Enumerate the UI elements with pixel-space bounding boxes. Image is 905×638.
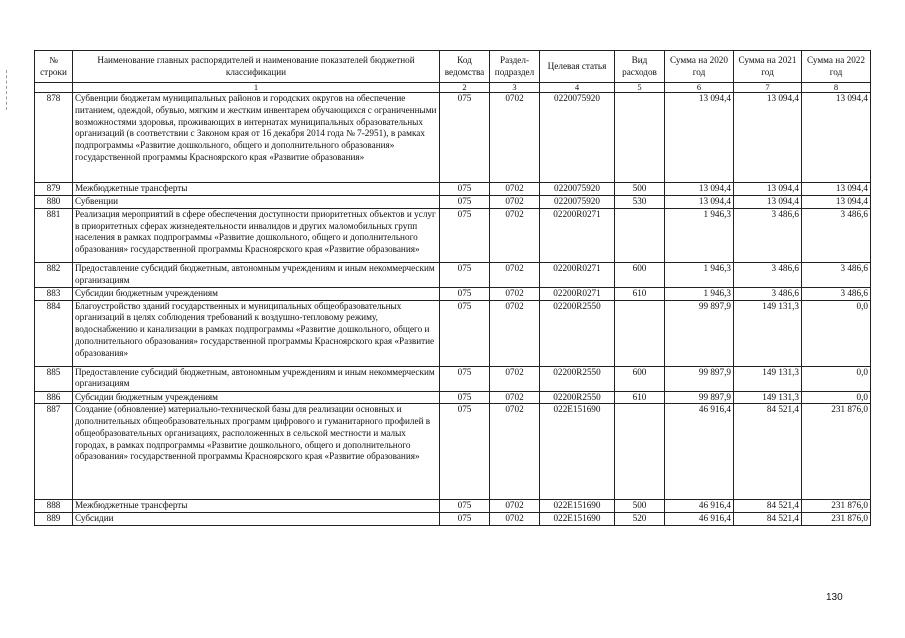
header-2020: Сумма на 2020 год <box>665 51 734 83</box>
row-sum-2020: 13 094,4 <box>665 183 734 196</box>
row-sum-2021: 3 486,6 <box>734 262 802 287</box>
row-number: 882 <box>35 262 73 287</box>
row-expense-type <box>615 404 665 500</box>
table-row <box>35 93 871 183</box>
row-sum-2021: 13 094,4 <box>734 93 802 183</box>
row-expense-type <box>615 300 665 366</box>
row-code: 075 <box>440 500 490 513</box>
row-sum-2020: 46 916,4 <box>665 404 734 500</box>
row-sum-2022: 231 876,0 <box>802 513 871 526</box>
row-sum-2022: 3 486,6 <box>802 287 871 300</box>
row-name: Межбюджетные трансферты <box>73 183 440 196</box>
row-code: 075 <box>440 196 490 209</box>
row-name: Благоустройство зданий государственных и муниципальных общеобразовательных организаций в целях соблюдения требований к воздушно-тепловому режиму, водоснабжению и канализации в рамках подпрограммы «Развитие дошкольного, общего и дополнительного образования» государственной программы Красноярского края «Развитие образования» <box>73 300 440 366</box>
row-sum-2022: 231 876,0 <box>802 404 871 500</box>
row-code: 075 <box>440 287 490 300</box>
row-code: 075 <box>440 404 490 500</box>
scan-margin-marks <box>6 70 9 110</box>
row-sum-2021: 84 521,4 <box>734 404 802 500</box>
header-type: Вид расходов <box>615 51 665 83</box>
row-section: 0702 <box>490 366 540 391</box>
header-article: Целевая статья <box>540 51 615 83</box>
index-cell <box>35 83 73 93</box>
row-expense-type: 600 <box>615 366 665 391</box>
row-sum-2022: 3 486,6 <box>802 262 871 287</box>
row-sum-2020: 1 946,3 <box>665 262 734 287</box>
table-row <box>35 404 871 500</box>
row-name: Субсидии бюджетным учреждениям <box>73 287 440 300</box>
row-number: 880 <box>35 196 73 209</box>
row-section: 0702 <box>490 300 540 366</box>
row-code: 075 <box>440 391 490 404</box>
row-sum-2021: 13 094,4 <box>734 183 802 196</box>
row-sum-2020: 13 094,4 <box>665 196 734 209</box>
row-sum-2020: 99 897,9 <box>665 391 734 404</box>
index-cell: 2 <box>440 83 490 93</box>
row-expense-type: 500 <box>615 500 665 513</box>
row-section: 0702 <box>490 93 540 183</box>
row-sum-2022: 231 876,0 <box>802 500 871 513</box>
row-article: 022E151690 <box>540 404 615 500</box>
row-name: Предоставление субсидий бюджетным, автономным учреждениям и иным некоммерческим организациям <box>73 262 440 287</box>
index-cell: 8 <box>802 83 871 93</box>
row-sum-2020: 99 897,9 <box>665 366 734 391</box>
index-cell: 4 <box>540 83 615 93</box>
index-cell: 7 <box>734 83 802 93</box>
table-row <box>35 500 871 513</box>
table-row <box>35 391 871 404</box>
row-number: 879 <box>35 183 73 196</box>
row-sum-2022: 0,0 <box>802 391 871 404</box>
row-expense-type: 530 <box>615 196 665 209</box>
row-section: 0702 <box>490 183 540 196</box>
row-expense-type: 610 <box>615 287 665 300</box>
row-number: 885 <box>35 366 73 391</box>
row-sum-2021: 13 094,4 <box>734 196 802 209</box>
page-number: 130 <box>826 592 843 603</box>
row-sum-2022: 13 094,4 <box>802 93 871 183</box>
header-2021: Сумма на 2021 год <box>734 51 802 83</box>
row-sum-2021: 149 131,3 <box>734 366 802 391</box>
row-article: 022E151690 <box>540 500 615 513</box>
row-article: 02200R0271 <box>540 287 615 300</box>
budget-table <box>34 50 871 526</box>
row-article: 02200R2550 <box>540 391 615 404</box>
row-section: 0702 <box>490 196 540 209</box>
row-name: Создание (обновление) материально-технической базы для реализации основных и дополнительных общеобразовательных программ цифрового и гуманитарного профилей в общеобразовательных организациях, расположенных в сельской местности и малых городах, в рамках подпрограммы «Развитие дошкольного, общего и дополнительного образования» государственной программы Красноярского края «Развитие образования» <box>73 404 440 500</box>
row-sum-2020: 46 916,4 <box>665 500 734 513</box>
row-article: 022E151690 <box>540 513 615 526</box>
row-sum-2021: 149 131,3 <box>734 300 802 366</box>
row-code: 075 <box>440 300 490 366</box>
row-expense-type: 610 <box>615 391 665 404</box>
index-cell: 1 <box>73 83 440 93</box>
row-number: 886 <box>35 391 73 404</box>
row-sum-2020: 1 946,3 <box>665 208 734 262</box>
row-sum-2022: 0,0 <box>802 300 871 366</box>
row-article: 02200R2550 <box>540 300 615 366</box>
table-row <box>35 208 871 262</box>
row-code: 075 <box>440 262 490 287</box>
row-sum-2021: 84 521,4 <box>734 513 802 526</box>
table-row <box>35 262 871 287</box>
row-code: 075 <box>440 93 490 183</box>
row-name: Реализация мероприятий в сфере обеспечения доступности приоритетных объектов и услуг в приоритетных сферах жизнедеятельности инвалидов и других маломобильных групп населения в рамках подпрограммы «Развитие дошкольного, общего и дополнительного образования» государственной программы Красноярского края «Развитие образования» <box>73 208 440 262</box>
row-expense-type <box>615 93 665 183</box>
table-row <box>35 300 871 366</box>
row-sum-2022: 13 094,4 <box>802 183 871 196</box>
row-name: Субвенции бюджетам муниципальных районов и городских округов на обеспечение питанием, одеждой, обувью, мягким и жестким инвентарем обучающихся с ограниченными возможностями здоровья, проживающих в интернатах муниципальных образовательных организаций (в соответствии с Законом края от 16 декабря 2014 года № 7-2951), в рамках подпрограммы «Развитие дошкольного, общего и дополнительного образования» государственной программы Красноярского края «Развитие образования» <box>73 93 440 183</box>
row-number: 889 <box>35 513 73 526</box>
table-body <box>35 93 871 526</box>
row-expense-type: 520 <box>615 513 665 526</box>
row-number: 883 <box>35 287 73 300</box>
row-article: 0220075920 <box>540 183 615 196</box>
row-article: 02200R2550 <box>540 366 615 391</box>
row-section: 0702 <box>490 262 540 287</box>
table-row <box>35 287 871 300</box>
row-sum-2021: 3 486,6 <box>734 208 802 262</box>
table-row <box>35 183 871 196</box>
index-cell: 3 <box>490 83 540 93</box>
row-section: 0702 <box>490 391 540 404</box>
index-cell: 6 <box>665 83 734 93</box>
row-expense-type: 600 <box>615 262 665 287</box>
row-section: 0702 <box>490 208 540 262</box>
column-index-row <box>35 83 871 93</box>
table-header-row <box>35 51 871 83</box>
row-sum-2022: 13 094,4 <box>802 196 871 209</box>
row-sum-2022: 3 486,6 <box>802 208 871 262</box>
row-sum-2021: 84 521,4 <box>734 500 802 513</box>
row-number: 878 <box>35 93 73 183</box>
row-section: 0702 <box>490 513 540 526</box>
row-sum-2020: 99 897,9 <box>665 300 734 366</box>
row-article: 02200R0271 <box>540 262 615 287</box>
row-name: Предоставление субсидий бюджетным, автономным учреждениям и иным некоммерческим организациям <box>73 366 440 391</box>
row-name: Субсидии <box>73 513 440 526</box>
table-row <box>35 366 871 391</box>
header-num: № строки <box>35 51 73 83</box>
index-cell: 5 <box>615 83 665 93</box>
row-name: Субсидии бюджетным учреждениям <box>73 391 440 404</box>
row-sum-2020: 46 916,4 <box>665 513 734 526</box>
row-article: 02200R0271 <box>540 208 615 262</box>
row-sum-2020: 1 946,3 <box>665 287 734 300</box>
header-code: Код ведомства <box>440 51 490 83</box>
row-code: 075 <box>440 513 490 526</box>
row-number: 884 <box>35 300 73 366</box>
row-article: 0220075920 <box>540 196 615 209</box>
row-expense-type: 500 <box>615 183 665 196</box>
row-sum-2020: 13 094,4 <box>665 93 734 183</box>
row-number: 888 <box>35 500 73 513</box>
row-article: 0220075920 <box>540 93 615 183</box>
row-section: 0702 <box>490 287 540 300</box>
row-code: 075 <box>440 183 490 196</box>
row-number: 881 <box>35 208 73 262</box>
row-code: 075 <box>440 366 490 391</box>
header-section: Раздел-подраздел <box>490 51 540 83</box>
row-section: 0702 <box>490 500 540 513</box>
row-code: 075 <box>440 208 490 262</box>
row-sum-2022: 0,0 <box>802 366 871 391</box>
row-sum-2021: 149 131,3 <box>734 391 802 404</box>
row-section: 0702 <box>490 404 540 500</box>
header-2022: Сумма на 2022 год <box>802 51 871 83</box>
row-expense-type <box>615 208 665 262</box>
table-row <box>35 196 871 209</box>
row-name: Межбюджетные трансферты <box>73 500 440 513</box>
table-row <box>35 513 871 526</box>
row-number: 887 <box>35 404 73 500</box>
header-name: Наименование главных распорядителей и наименование показателей бюджетной классификации <box>73 51 440 83</box>
row-sum-2021: 3 486,6 <box>734 287 802 300</box>
row-name: Субвенции <box>73 196 440 209</box>
